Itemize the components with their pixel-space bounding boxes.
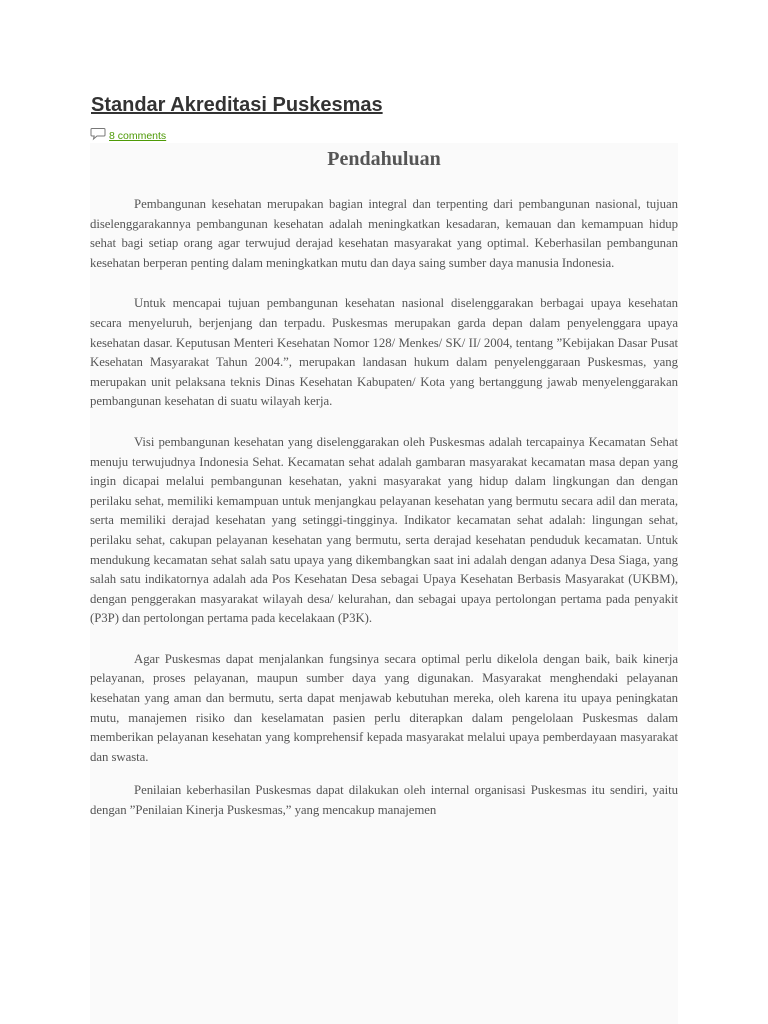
document-page [90,143,678,1024]
comments-link[interactable] [90,127,166,144]
comments-count-link[interactable]: 8 comments [109,129,167,142]
paragraph: Visi pembangunan kesehatan yang diselenggarakan oleh Puskesmas adalah tercapainya Kecamatan Sehat menuju terwujudnya Indonesia Sehat. Kecamatan sehat adalah gambaran masyarakat kecamatan masa depan yang ingin dicapai melalui pembangunan kesehatan, yakni masyarakat yang hidup dalam lingkungan dan dengan perilaku sehat, memiliki kemampuan untuk menjangkau pelayanan kesehatan yang bermutu secara adil dan merata, serta memiliki derajad kesehatan yang setinggi-tingginya. Indikator kecamatan sehat adalah: lingungan sehat, perilaku sehat, cakupan pelayanan kesehatan yang bermutu, serta derajad kesehatan penduduk kecamatan. Untuk mendukung kecamatan sehat salah satu upaya yang dikembangkan saat ini adalah dengan adanya Desa Siaga, yang salah satu indikatornya adalah ada Pos Kesehatan Desa sebagai Upaya Kesehatan Berbasis Masyarakat (UKBM), dengan penggerakan masyarakat wilayah desa/ kelurahan, dan sebagai upaya pertolongan pertama pada penyakit (P3P) dan pertolongan pertama pada kecelakaan (P3K). [90,434,678,626]
paragraph: Pembangunan kesehatan merupakan bagian integral dan terpenting dari pembangunan nasional, tujuan diselenggarakannya pembangunan kesehatan adalah meningkatkan kesadaran, kemauan dan kemampuan hidup sehat bagi setiap orang agar terwujud derajad kesehatan masyarakat yang optimal. Keberhasilan pembangunan kesehatan berperan penting dalam meningkatkan mutu dan daya saing sumber daya manusia Indonesia. [90,197,678,270]
paragraph: Untuk mencapai tujuan pembangunan kesehatan nasional diselenggarakan berbagai upaya kesehatan secara menyeluruh, berjenjang dan terpadu. Puskesmas merupakan garda depan dalam penyelenggara upaya kesehatan dasar. Keputusan Menteri Kesehatan Nomor 128/ Menkes/ SK/ II/ 2004, tentang ”Kebijakan Dasar Pusat Kesehatan Masyarakat Tahun 2004.”, merupakan landasan hukum dalam penyelenggaraan Puskesmas, yang merupakan unit pelaksana teknis Dinas Kesehatan Kabupaten/ Kota yang bertanggung jawab menyelenggarakan pembangunan kesehatan di suatu wilayah kerja. [90,296,678,409]
paragraph: Agar Puskesmas dapat menjalankan fungsinya secara optimal perlu dikelola dengan baik, baik kinerja pelayanan, proses pelayanan, maupun sumber daya yang digunakan. Masyarakat menghendaki pelayanan kesehatan yang aman dan bermutu, serta dapat menjawab kebutuhan mereka, oleh karena itu upaya peningkatan mutu, manajemen risiko dan keselamatan pasien perlu diterapkan dalam pengelolaan Puskesmas dalam memberikan pelayanan kesehatan yang komprehensif kepada masyarakat melalui upaya pemberdayaan masyarakat dan swasta. [90,651,678,764]
comment-bubble-icon [90,127,106,144]
paragraph: Penilaian keberhasilan Puskesmas dapat dilakukan oleh internal organisasi Puskesmas itu sendiri, yaitu dengan ”Penilaian Kinerja Puskesmas,” yang mencakup manajemen [90,783,678,818]
document-heading: Pendahuluan [327,148,441,170]
post-title[interactable]: Standar Akreditasi Puskesmas [91,94,383,116]
